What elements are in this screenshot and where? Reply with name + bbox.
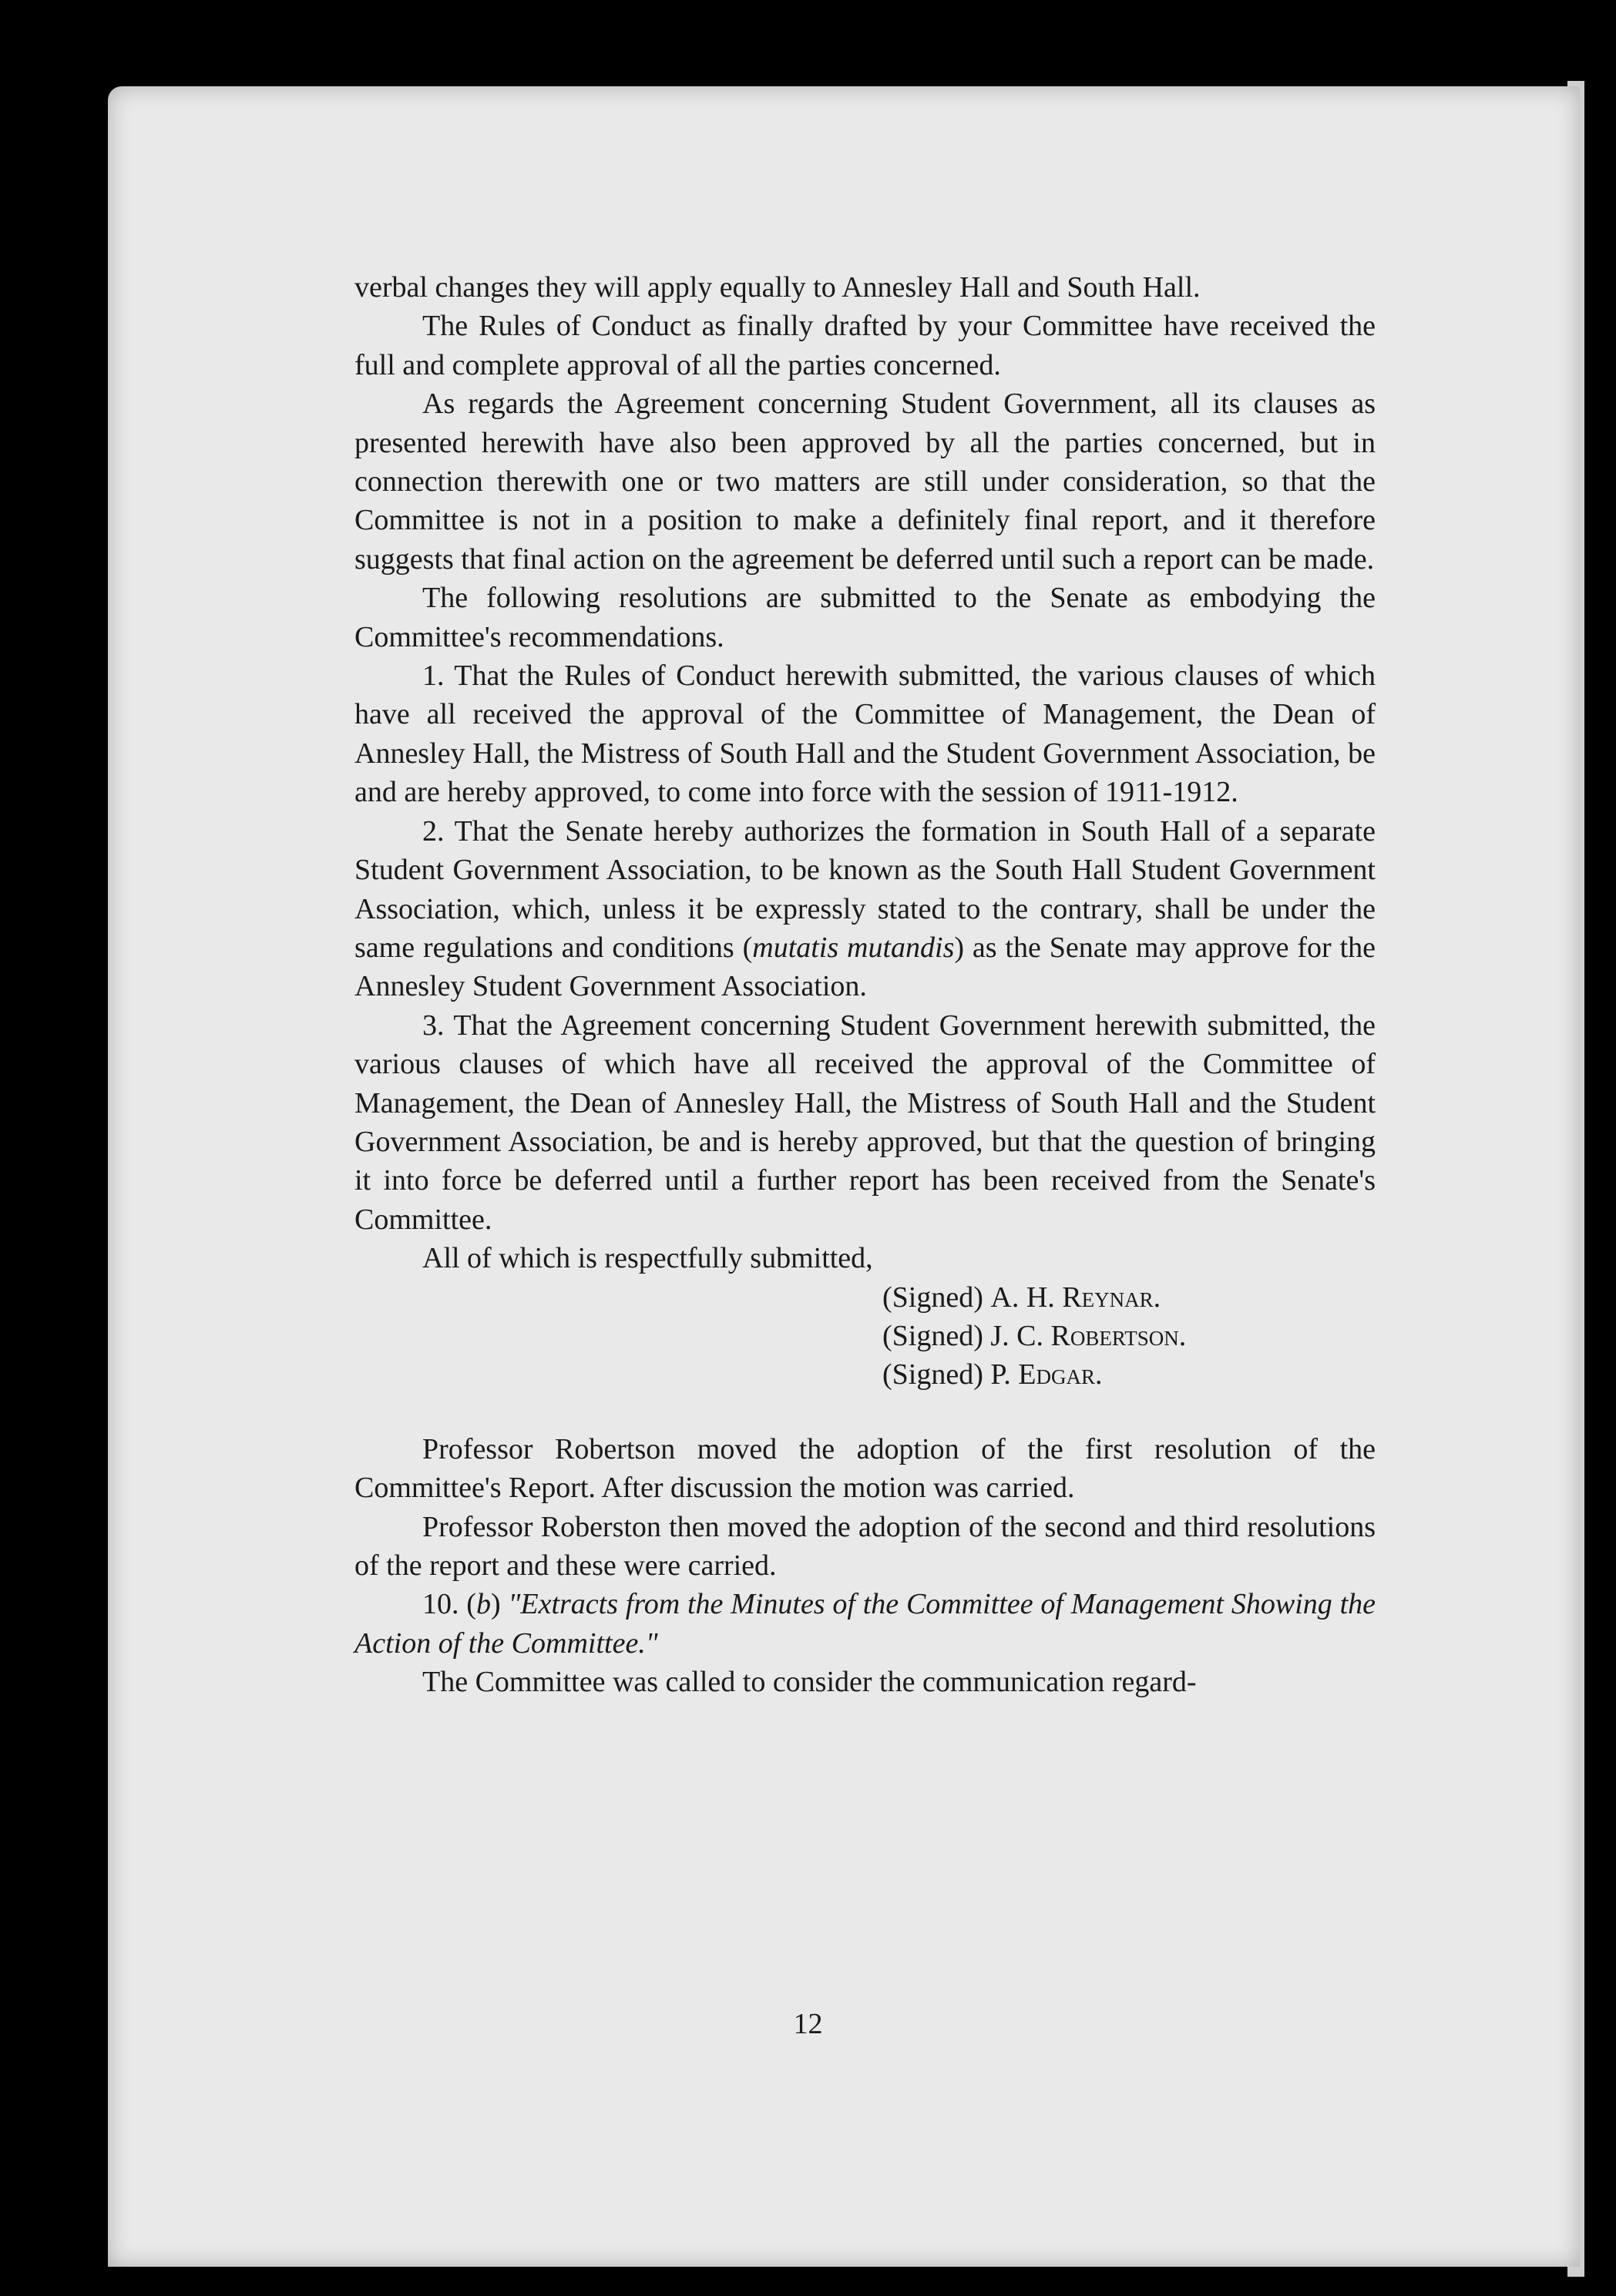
closing-line: All of which is respectfully submitted, xyxy=(422,1242,873,1275)
signatory-name: P. Edgar. xyxy=(990,1358,1103,1391)
latin-phrase: mutatis mutandis xyxy=(752,931,955,964)
signatory-name: J. C. Robertson. xyxy=(990,1319,1187,1352)
signature-line xyxy=(882,1355,1376,1394)
paragraph: The Committee was called to consider the communication regard- xyxy=(422,1666,1197,1699)
paragraph: The Rules of Conduct as finally drafted by your Committee have received the full and complete approval of all the parties concerned. xyxy=(354,310,1376,381)
signatory-name: A. H. Reynar. xyxy=(990,1281,1161,1314)
page-number: 12 xyxy=(793,2008,823,2040)
signed-label: (Signed) xyxy=(882,1281,983,1314)
resolution-2 xyxy=(354,812,1376,1006)
resolution-1: 1. That the Rules of Conduct herewith submitted, the various clauses of which have all received the approval of the Committee of Management, the Dean of Annesley Hall, the Mistress of South Hall and the Student Government Association, be and are hereby approved, to come into force with the session of 1911-1912. xyxy=(354,660,1376,809)
section-letter: b xyxy=(475,1588,491,1621)
resolution-2-text-a: 2. That the Senate hereby authorizes the formation in South Hall of a separate Student Government Association, to be known as the South Hall Student Government Association, which, unless it be expressly stated to the contrary, shall be under the same regulations and conditions ( xyxy=(354,814,1376,964)
signature-line xyxy=(882,1317,1376,1355)
resolution-2-text-b: ) as the Senate may approve for the Annesley Student Government Association. xyxy=(354,931,1376,1003)
paragraph: Professor Roberston then moved the adoption of the second and third resolutions of the report and these were carried. xyxy=(354,1510,1376,1582)
paragraph: verbal changes they will apply equally to Annesley Hall and South Hall. xyxy=(354,271,1201,304)
signature-block xyxy=(882,1278,1376,1395)
signed-label: (Signed) xyxy=(882,1319,983,1352)
spacer xyxy=(354,1395,1376,1430)
section-sep: ) xyxy=(490,1588,509,1621)
document-body xyxy=(354,268,1376,1702)
paragraph: As regards the Agreement concerning Student Government, all its clauses as presented herewith have also been approved by all the parties concerned, but in connection therewith one or two matters are still under consideration, so that the Committee is not in a position to make a definitely final report, and it therefore suggests that final action on the agreement be deferred until such a report can be made. xyxy=(354,388,1376,576)
section-number: 10. ( xyxy=(422,1588,476,1621)
signature-line xyxy=(882,1278,1376,1317)
paragraph: Professor Robertson moved the adoption of the first resolution of the Committee's Report. After discussion the motion was carried. xyxy=(354,1432,1376,1505)
signed-label: (Signed) xyxy=(882,1358,983,1391)
resolution-3: 3. That the Agreement concerning Student Government herewith submitted, the various clauses of which have all received the approval of the Committee of Management, the Dean of Annesley Hall, the Mistress of South Hall and the Student Government Association, be and is hereby approved, but that the question of bringing it into force be deferred until a further report has been received from the Senate's Committee. xyxy=(354,1009,1376,1236)
section-heading xyxy=(354,1585,1376,1663)
section-title: "Extracts from the Minutes of the Committee of Management Showing the Action of the Committee." xyxy=(354,1588,1376,1660)
paragraph: The following resolutions are submitted to the Senate as embodying the Committee's recommendations. xyxy=(354,582,1376,653)
